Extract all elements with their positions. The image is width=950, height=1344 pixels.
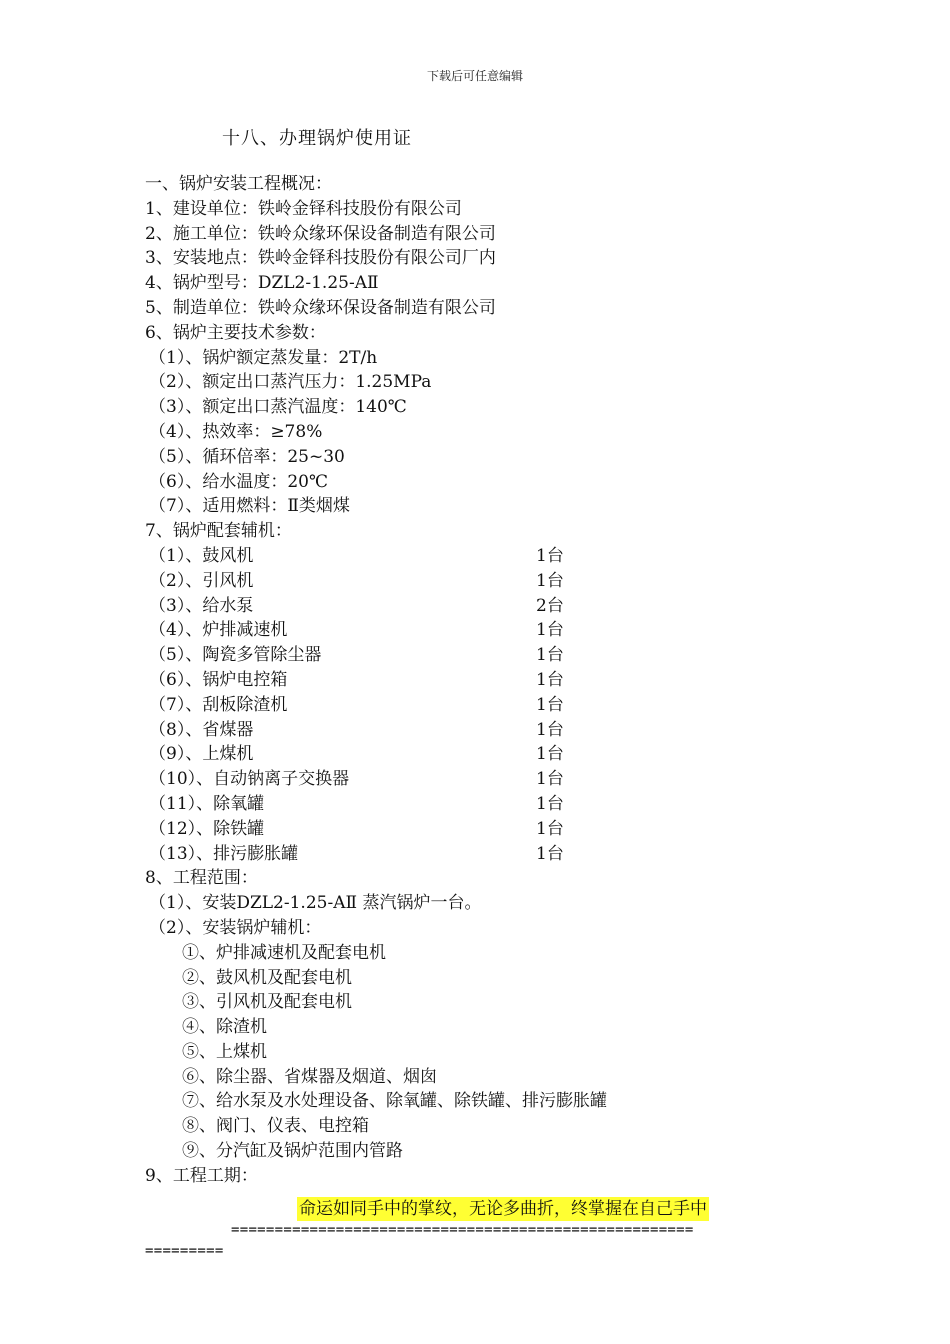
- aux-qty: 1台: [536, 645, 564, 666]
- aux-item: [145, 817, 845, 842]
- highlight-quote-wrap: [297, 1197, 709, 1221]
- aux-name: （7）、刮板除渣机: [149, 694, 288, 715]
- aux-item: [145, 544, 845, 569]
- param-line: （1）、锅炉额定蒸发量：2T/h: [149, 347, 378, 368]
- aux-name: （5）、陶瓷多管除尘器: [149, 645, 322, 666]
- aux-name: （10）、自动钠离子交换器: [149, 769, 350, 790]
- aux-name: （2）、引风机: [149, 570, 254, 591]
- param-line: （6）、给水温度：20℃: [149, 471, 328, 492]
- aux-item: [145, 792, 845, 817]
- param-line: （2）、额定出口蒸汽压力：1.25MPa: [149, 372, 432, 393]
- aux-qty: 1台: [536, 744, 564, 765]
- document-title: 十八、办理锅炉使用证: [222, 128, 412, 149]
- aux-name: （12）、除铁罐: [149, 818, 265, 839]
- aux-item: [145, 569, 845, 594]
- aux-name: （11）、除氧罐: [149, 793, 265, 814]
- scope-item: ③、引风机及配套电机: [182, 992, 352, 1013]
- aux-qty: 1台: [536, 669, 564, 690]
- page-header: 下载后可任意编辑: [426, 69, 523, 83]
- aux-item: [145, 767, 845, 792]
- aux-qty: 1台: [536, 769, 564, 790]
- aux-name: （1）、鼓风机: [149, 545, 254, 566]
- param-line: （7）、适用燃料：Ⅱ类烟煤: [149, 496, 350, 517]
- scope-item: ⑤、上煤机: [182, 1041, 267, 1062]
- separator-line: =====================================================: [231, 1222, 694, 1238]
- aux-name: （9）、上煤机: [149, 744, 254, 765]
- aux-qty: 1台: [536, 843, 564, 864]
- info-line: 4、锅炉型号：DZL2-1.25-AⅡ: [145, 273, 379, 294]
- scope-item: ①、炉排减速机及配套电机: [182, 942, 386, 963]
- aux-item: [145, 643, 845, 668]
- aux-qty: 1台: [536, 545, 564, 566]
- separator-line: =========: [145, 1243, 224, 1259]
- scope-item: ④、除渣机: [182, 1017, 267, 1038]
- info-line: 8、工程范围：: [145, 868, 258, 889]
- aux-item: [145, 693, 845, 718]
- aux-item: [145, 742, 845, 767]
- scope-line: （2）、安装锅炉辅机：: [149, 917, 322, 938]
- section-heading: 一、锅炉安装工程概况：: [145, 174, 332, 194]
- aux-qty: 2台: [536, 595, 564, 616]
- info-line: 9、工程工期：: [145, 1165, 258, 1186]
- info-line: 5、制造单位：铁岭众缘环保设备制造有限公司: [145, 297, 496, 318]
- aux-qty: 1台: [536, 620, 564, 641]
- scope-item: ⑦、给水泵及水处理设备、除氧罐、除铁罐、排污膨胀罐: [182, 1091, 607, 1112]
- document-body: [145, 172, 845, 1189]
- info-line: 1、建设单位：铁岭金铎科技股份有限公司: [145, 198, 462, 219]
- scope-item: ⑨、分汽缸及锅炉范围内管路: [182, 1141, 403, 1162]
- scope-line: （1）、安装DZL2-1.25-AⅡ 蒸汽锅炉一台。: [149, 893, 482, 914]
- aux-item: [145, 718, 845, 743]
- aux-qty: 1台: [536, 570, 564, 591]
- aux-qty: 1台: [536, 719, 564, 740]
- aux-item: [145, 618, 845, 643]
- aux-name: （13）、排污膨胀罐: [149, 843, 299, 864]
- aux-qty: 1台: [536, 694, 564, 715]
- aux-qty: 1台: [536, 818, 564, 839]
- info-line: 2、施工单位：铁岭众缘环保设备制造有限公司: [145, 223, 496, 244]
- scope-item: ②、鼓风机及配套电机: [182, 967, 352, 988]
- highlight-quote: 命运如同手中的掌纹，无论多曲折，终掌握在自己手中: [299, 1199, 707, 1219]
- info-line: 6、锅炉主要技术参数：: [145, 322, 326, 343]
- scope-item: ⑥、除尘器、省煤器及烟道、烟囱: [182, 1066, 437, 1087]
- param-line: （4）、热效率：≥78%: [149, 421, 323, 442]
- info-line: 7、锅炉配套辅机：: [145, 521, 292, 542]
- param-line: （5）、循环倍率：25~30: [149, 446, 345, 467]
- aux-name: （4）、炉排减速机: [149, 620, 288, 641]
- aux-item: [145, 594, 845, 619]
- aux-item: [145, 842, 845, 867]
- aux-qty: 1台: [536, 793, 564, 814]
- aux-name: （6）、锅炉电控箱: [149, 669, 288, 690]
- aux-name: （8）、省煤器: [149, 719, 254, 740]
- aux-name: （3）、给水泵: [149, 595, 254, 616]
- aux-item: [145, 668, 845, 693]
- scope-item: ⑧、阀门、仪表、电控箱: [182, 1116, 369, 1137]
- param-line: （3）、额定出口蒸汽温度：140℃: [149, 397, 407, 418]
- info-line: 3、安装地点：铁岭金铎科技股份有限公司厂内: [145, 248, 496, 269]
